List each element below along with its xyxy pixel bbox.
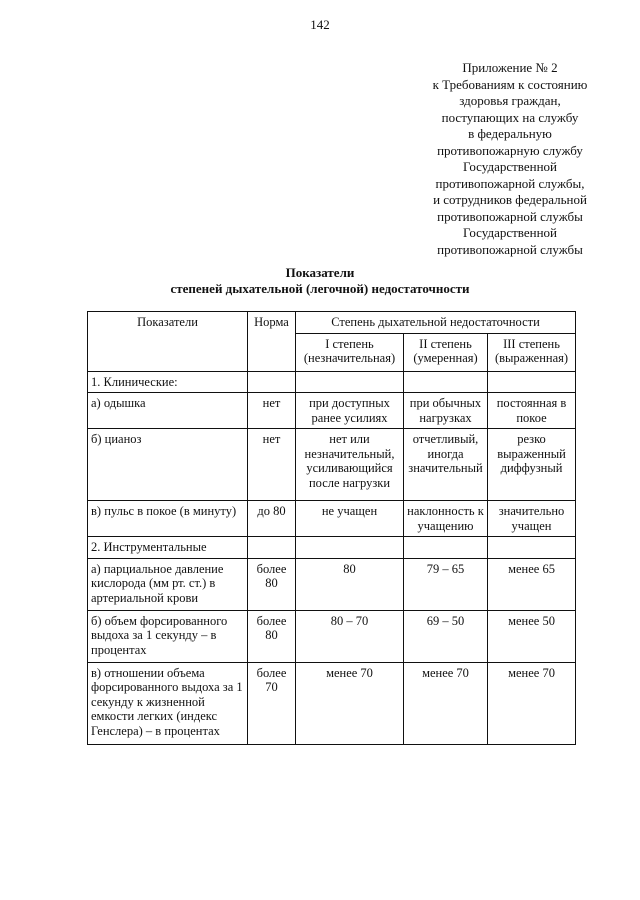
appendix-line: Приложение № 2 — [462, 60, 558, 75]
empty-cell — [248, 371, 296, 393]
degree-3-cell: резко выраженный диффузный — [488, 429, 576, 501]
appendix-line: поступающих на службу — [441, 109, 579, 125]
degree-2-cell: наклонность к учащению — [404, 501, 488, 537]
degree-1-cell: менее 70 — [296, 662, 404, 744]
indicator-cell: в) отношении объема форсированного выдоха за 1 секунду к жизненной емкости легких (индекс Генслера) – в процентах — [88, 662, 248, 744]
empty-cell — [488, 537, 576, 559]
section-title: 1. Клинические: — [88, 371, 248, 393]
empty-cell — [404, 371, 488, 393]
degree-1-cell: при доступных ранее усилиях — [296, 393, 404, 429]
degree-3-cell: менее 50 — [488, 610, 576, 662]
indicator-cell: в) пульс в покое (в минуту) — [88, 501, 248, 537]
section-title: 2. Инструментальные — [88, 537, 248, 559]
degree-1-cell: 80 – 70 — [296, 610, 404, 662]
indicator-cell: а) одышка — [88, 393, 248, 429]
appendix-header — [395, 60, 625, 258]
empty-cell — [296, 371, 404, 393]
document-title — [0, 265, 640, 296]
indicator-cell: б) цианоз — [88, 429, 248, 501]
degree-2-cell: при обычных нагрузках — [404, 393, 488, 429]
header-norm: Норма — [248, 312, 296, 372]
appendix-line: здоровья граждан, — [459, 93, 561, 108]
table-row — [88, 610, 576, 662]
indicators-table — [87, 311, 576, 745]
degree-2-cell: 69 – 50 — [404, 610, 488, 662]
header-degree-2: II степень (умеренная) — [404, 333, 488, 371]
appendix-line: противопожарную службу — [437, 142, 583, 158]
title-line-2: степеней дыхательной (легочной) недостаточности — [170, 280, 470, 296]
norm-cell: более 80 — [248, 558, 296, 610]
table-row — [88, 501, 576, 537]
norm-cell: более 70 — [248, 662, 296, 744]
appendix-line: противопожарной службы, — [435, 175, 585, 191]
appendix-line: и сотрудников федеральной — [433, 192, 587, 207]
empty-cell — [404, 537, 488, 559]
table-header-row — [88, 312, 576, 334]
degree-2-cell: менее 70 — [404, 662, 488, 744]
indicator-cell: а) парциальное давление кислорода (мм рт. ст.) в артериальной крови — [88, 558, 248, 610]
norm-cell: нет — [248, 429, 296, 501]
table-row — [88, 429, 576, 501]
section-row — [88, 537, 576, 559]
header-degree-group: Степень дыхательной недостаточности — [296, 312, 576, 334]
degree-2-cell: отчетливый, иногда значительный — [404, 429, 488, 501]
appendix-line: противопожарной службы — [437, 208, 583, 224]
appendix-line: противопожарной службы — [437, 241, 583, 257]
empty-cell — [248, 537, 296, 559]
degree-1-cell: 80 — [296, 558, 404, 610]
degree-3-cell: менее 65 — [488, 558, 576, 610]
table-row — [88, 393, 576, 429]
appendix-line: в федеральную — [468, 126, 552, 141]
degree-1-cell: не учащен — [296, 501, 404, 537]
empty-cell — [488, 371, 576, 393]
title-line-1: Показатели — [285, 265, 355, 280]
page-number: 142 — [310, 17, 330, 32]
degree-1-cell: нет или незначительный, усиливающийся после нагрузки — [296, 429, 404, 501]
degree-3-cell: постоянная в покое — [488, 393, 576, 429]
degree-3-cell: значительно учащен — [488, 501, 576, 537]
norm-cell: нет — [248, 393, 296, 429]
section-row — [88, 371, 576, 393]
table-row — [88, 662, 576, 744]
header-degree-1: I степень (незначительная) — [296, 333, 404, 371]
degree-3-cell: менее 70 — [488, 662, 576, 744]
header-indicator: Показатели — [88, 312, 248, 372]
norm-cell: более 80 — [248, 610, 296, 662]
table-row — [88, 558, 576, 610]
indicator-cell: б) объем форсированного выдоха за 1 секунду – в процентах — [88, 610, 248, 662]
empty-cell — [296, 537, 404, 559]
degree-2-cell: 79 – 65 — [404, 558, 488, 610]
appendix-line: Государственной — [462, 159, 557, 174]
norm-cell: до 80 — [248, 501, 296, 537]
appendix-line: Государственной — [462, 225, 557, 240]
appendix-line: к Требованиям к состоянию — [432, 76, 588, 92]
header-degree-3: III степень (выраженная) — [488, 333, 576, 371]
